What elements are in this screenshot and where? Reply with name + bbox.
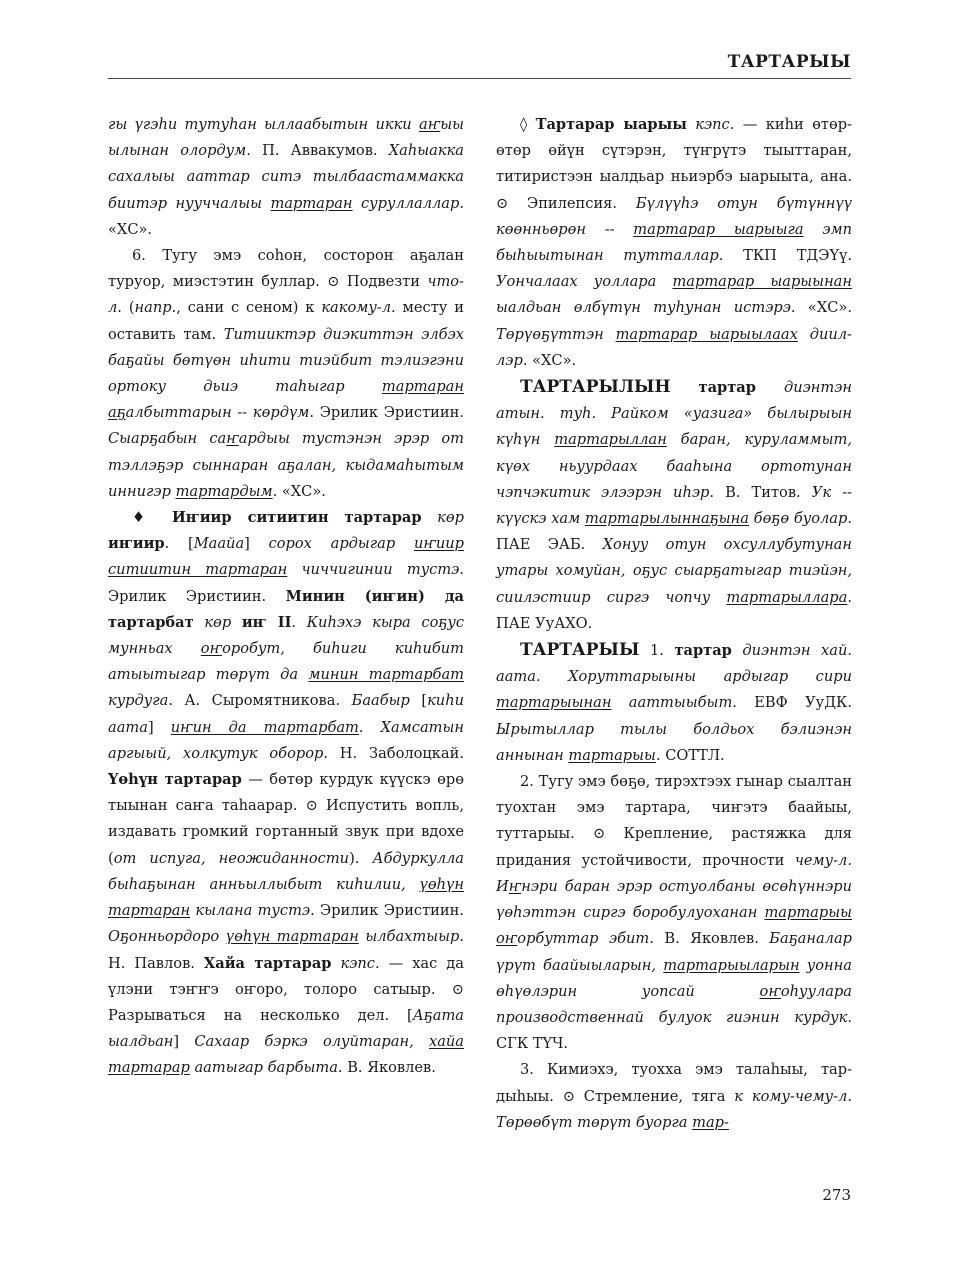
left-column: [108, 112, 464, 1082]
text-run: тартарыыларын: [663, 956, 800, 974]
text-run: диэнтэн хай. аата. Хоруттарыыны ардыгар сири: [496, 642, 852, 686]
text-run: хайа: [428, 1033, 464, 1051]
text-run: кэпс.: [331, 954, 380, 972]
text-run: Хайа тартарар: [203, 954, 332, 972]
text-run: . ЕВФ УуДК.: [732, 694, 852, 712]
text-run: Аҕата ыалдьан: [108, 1006, 464, 1051]
text-run: иҥин да тартарбат: [170, 718, 359, 736]
header-rule: [108, 78, 851, 79]
text-run: иҥ II: [241, 613, 292, 631]
text-run: ♦ Иҥиир ситиитин тартарар: [132, 509, 422, 527]
text-run: И: [496, 877, 509, 895]
text-run: — бөтөр курдук күүскэ өрө тыынан саҥа таһаарар. ⊙ Испустить вопль, издавать громкий гортанный звук при вдохе (: [108, 771, 464, 867]
text-run: ылбахтыыр: [358, 928, 460, 946]
text-run: ).: [349, 849, 373, 867]
text-run: Бүлүүһэ отун бүтүннүү көөнньөрөн --: [496, 194, 852, 238]
text-run: тартарылыннаҕына: [584, 510, 749, 528]
entry-paragraph: [496, 769, 852, 1057]
text-run: эмп быһыытынан тутталлар: [496, 220, 852, 265]
text-run: бөҕө буолар: [748, 510, 848, 528]
text-run: . Эрилик Эристиин.: [310, 902, 464, 920]
text-run: тартарыы: [764, 904, 852, 922]
text-run: ]: [173, 1033, 195, 1051]
text-run: [671, 379, 699, 396]
text-run: какому-л.: [321, 299, 396, 317]
text-run: үөһүн тартаран: [225, 928, 359, 946]
text-run: тартарыы: [568, 746, 656, 764]
text-run: иҥиир ситиитин тартаран: [108, 535, 464, 579]
text-run: Абдуркулла быһаҕынан анньыллыбыт киһилии,: [108, 849, 464, 893]
text-run: киһи аата: [108, 692, 464, 736]
text-run: суруллаллар: [352, 194, 460, 212]
text-run: үөһүн тартаран: [108, 875, 464, 920]
right-column: [496, 112, 852, 1136]
text-run: .: [291, 613, 307, 631]
text-run: Уончалаах уоллара: [496, 273, 673, 291]
text-run: тартаран: [381, 378, 464, 396]
text-run: Баҕаналар үрүт баайыыларын,: [496, 930, 852, 974]
text-run: . СГК ТҮЧ.: [496, 1008, 852, 1053]
text-run: .: [358, 718, 381, 736]
text-run: Тартарар ыарыы: [535, 116, 687, 133]
text-run: . ПАЕ УуАХО.: [496, 588, 852, 632]
text-run: ◊: [520, 116, 536, 133]
entry-paragraph: [496, 1057, 852, 1136]
text-run: [596, 405, 611, 422]
text-run: . «ХС».: [790, 299, 852, 317]
text-run: Сыарҕабын са: [108, 430, 227, 448]
text-run: оһуулара производственнай булуок гиэнин курдук: [496, 982, 852, 1026]
text-run: ыалдьан өлбүтүн туһунан истэрэ: [496, 299, 791, 317]
text-run: ыы ылынан олордум: [108, 116, 464, 160]
text-run: тартаран: [270, 194, 353, 212]
text-run: Титииктэр диэкиттэн элбэх баҕайы бөтүөн иһити тиэйбит тэлиэгэни ортоку дьиэ таһыгар: [108, 325, 464, 396]
text-run: тартардым: [175, 482, 273, 500]
text-run: нэри баран эрэр остуолбаны өсөһүннэри үөһэттэн сиргэ боробулуоханан: [496, 877, 852, 922]
text-run: көр: [193, 613, 242, 631]
text-run: ]: [244, 535, 269, 553]
text-run: 3. Кимиэхэ, туохха эмэ талаһыы, тардыһыы. ⊙ Стремление, тяга: [496, 1061, 852, 1105]
text-run: от испуга, неожиданности: [113, 849, 350, 867]
text-run: диэнтэн атын. туһ.: [496, 379, 853, 423]
text-run: что-л.: [108, 273, 464, 317]
text-run: оҥ: [759, 982, 781, 1000]
text-run: тартарар ыарыыга: [633, 220, 804, 238]
text-run: тартарыллан: [554, 431, 667, 449]
text-run: гы үгэһи тутуһан ыллаабытын икки: [108, 116, 419, 133]
text-run: Хонуу отун охсуллубутунан утары хомуйан, оҕус сыарҕатыгар тиэйэн, сиилэстиир сиргэ чопчу: [496, 536, 852, 606]
text-run: — хас да үлэни тэҥҥэ оҥоро, толоро сатыыр. ⊙ Разрываться на несколько дел. [: [108, 954, 464, 1024]
text-run: Хамсатын аргыый, холкутук оборор: [108, 718, 464, 762]
text-run: . «ХС».: [272, 482, 326, 500]
entry-paragraph: [108, 112, 464, 243]
text-run: . Эрилик Эристиин.: [309, 404, 465, 422]
text-run: [: [421, 692, 428, 710]
text-run: напр.: [134, 299, 177, 317]
text-run: оҥ: [200, 640, 223, 658]
text-run: ТАРТАРЫЛЫН: [520, 377, 671, 398]
text-run: 1.: [639, 642, 675, 660]
text-run: ҥ: [226, 430, 239, 448]
text-run: көр: [421, 509, 465, 527]
text-run: тартар: [698, 379, 756, 397]
entry-paragraph: [496, 374, 852, 637]
text-run: Ук -- күүскэ хам: [496, 483, 852, 528]
text-run: Хаһыакка сахалыы ааттар ситэ тылбаастаммакка биитэр нууччалыы: [108, 142, 464, 212]
text-run: ТАРТАРЫЫ: [520, 640, 640, 661]
text-run: месту и оставить там.: [108, 299, 464, 343]
text-run: ааттыыбыт: [611, 694, 733, 712]
entry-paragraph: [108, 505, 464, 1081]
text-run: . ТКП ТДЭҮү.: [718, 247, 852, 265]
entry-paragraph: [108, 243, 464, 505]
text-run: . Н. Заболоцкай.: [323, 744, 464, 762]
text-run: . Н. Павлов.: [108, 928, 464, 972]
text-run: (: [121, 299, 135, 317]
text-run: Киһэхэ кыра соҕус мунньах: [108, 613, 464, 658]
text-run: ҥ: [508, 877, 522, 895]
text-run: Төрүөҕүттэн: [496, 325, 616, 343]
text-run: чему-л.: [794, 851, 852, 869]
text-run: . Эрилик Эристиин.: [108, 561, 464, 605]
text-run: тартарар ыарыынан: [672, 273, 852, 291]
text-run: Минин (иҥин) да тартарбат: [108, 587, 465, 631]
text-run: албыттарын -- көрдүм: [125, 404, 310, 422]
text-run: — киһи өтөр-өтөр өйүн сүтэрэн, түҥрүтэ тыыттаран, титиристээн ыалдьар ньиэрбэ ыарыыта, ана. ⊙ Эпилепсия.: [496, 116, 852, 212]
text-run: . В. Титов.: [709, 483, 812, 501]
text-run: Сахаар бэркэ олуйтаран,: [194, 1033, 429, 1051]
text-run: Маайа: [193, 535, 245, 553]
text-run: тартар: [674, 642, 732, 660]
text-run: тар-: [692, 1113, 729, 1131]
text-run: . А. Сыромятникова.: [168, 692, 352, 710]
text-run: аатыгар барбыта: [189, 1059, 338, 1077]
text-run: Үөһүн тартарар: [108, 771, 242, 789]
entry-paragraph: [496, 112, 852, 374]
text-run: . «ХС».: [108, 194, 464, 238]
text-run: Оҕонньордоро: [108, 928, 226, 946]
text-run: тартарыынан: [496, 694, 612, 712]
text-run: кылана тустэ: [190, 902, 311, 920]
text-run: тартарыллара: [726, 588, 848, 606]
text-run: 6. Тугу эмэ соһон, состорон аҕалан туруор, миэстэтин буллар. ⊙ Подвезти: [108, 247, 464, 291]
text-run: кэпс.: [686, 116, 735, 133]
text-run: аҥ: [419, 116, 441, 133]
entry-paragraph: [496, 637, 852, 769]
text-run: Ырытыллар тылы болдьох бэлиэнэн аннынан: [496, 720, 852, 764]
text-run: . ПАЕ ЭАБ.: [496, 510, 852, 554]
text-run: . «ХС».: [522, 351, 577, 369]
text-run: к кому-чему-л.: [734, 1087, 852, 1105]
text-run: баран, куруламмыт, күөх ньуурдаах бааһына ортотунан чэпчэкитик элээрэн иһэр: [496, 431, 852, 501]
text-run: оҥ: [496, 930, 518, 948]
text-run: минин тартарбат: [308, 666, 464, 684]
text-run: . СОТТЛ.: [655, 746, 725, 764]
text-run: тартарар: [108, 1059, 190, 1077]
text-run: ардыы тустэнэн эрэр от тэллэҕэр сыннаран аҕалан, кыдамаһытым иннигэр: [108, 430, 465, 500]
text-run: 2. Тугу эмэ бөҕө, тирэхтээх гынар сыалтан туохтан эмэ тартара, чиҥэтэ баайыы, туттарыы. ⊙ Крепление, растяжка для придания устойчивости, прочности: [496, 773, 852, 869]
text-run: . В. Яковлев.: [337, 1059, 436, 1077]
text-run: оробут, биһиги киһибит атыытыгар төрүт да: [108, 640, 464, 684]
text-run: уонна өһүөлэрин уопсай: [496, 956, 852, 1000]
text-run: иҥиир: [108, 535, 165, 553]
text-run: орбуттар эбит: [517, 930, 650, 948]
text-run: дииллэр: [496, 325, 852, 369]
text-run: Райком «уазига» былырыын күһүн: [496, 405, 852, 449]
page-number: 273: [822, 1186, 851, 1204]
text-run: сорох ардыгар: [268, 535, 414, 553]
text-run: ]: [147, 718, 171, 736]
text-run: тартарар ыарыылаах: [615, 325, 798, 343]
text-run: . П. Аввакумов.: [246, 142, 389, 160]
text-run: , сани с сеном) к: [176, 299, 322, 317]
text-run: . В. Яковлев.: [649, 930, 770, 948]
text-run: чиччигинии тустэ: [287, 561, 460, 579]
text-run: курдуга: [108, 692, 169, 710]
text-run: Төрөөбүт төрүт буорга: [496, 1113, 693, 1131]
text-run: Баабыр: [351, 692, 422, 710]
running-head: ТАРТАРЫЫ: [727, 52, 851, 72]
text-run: . [: [164, 535, 194, 553]
text-run: аҕ: [108, 404, 126, 422]
